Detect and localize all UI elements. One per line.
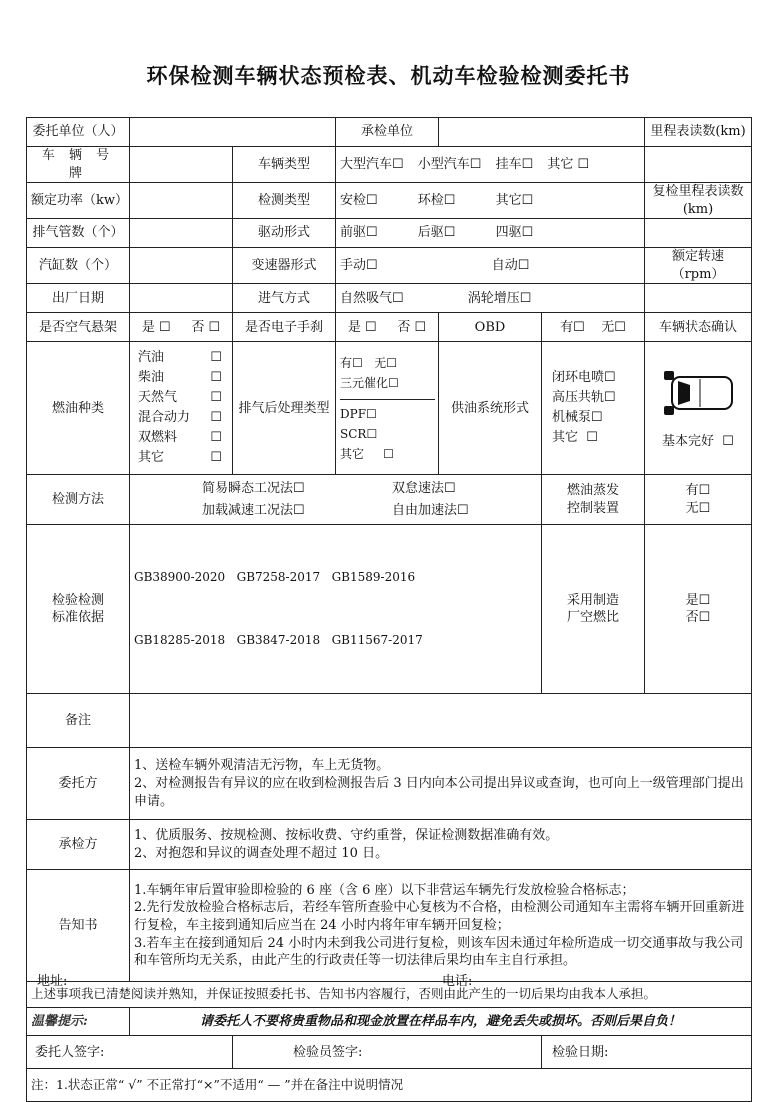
fuel-option[interactable] (138, 428, 228, 448)
air-fuel-ratio-label: 采用制造 厂空燃比 (542, 525, 645, 694)
option-scr[interactable]: SCR☐ (340, 426, 378, 441)
option-four-drive[interactable]: 四驱☐ (495, 225, 534, 241)
row-client (27, 118, 752, 147)
rated-rpm-label: 额定转速（rpm） (645, 248, 752, 284)
fuel-option-label: 双燃料 (138, 430, 178, 446)
transmission-label: 变速器形式 (233, 248, 336, 284)
option-blank-line (340, 393, 434, 400)
fuel-supply-option[interactable]: 高压共轨☐ (552, 390, 616, 406)
option-dpf[interactable]: DPF☐ (340, 406, 377, 421)
standard-line-1: GB38900-2020 GB7258-2017 GB1589-2016 (134, 570, 416, 585)
air-suspension-options[interactable]: 是 ☐ 否 ☐ (130, 313, 233, 342)
cylinders-field[interactable] (130, 248, 233, 284)
option-double-idle[interactable]: 双怠速法☐ (392, 480, 456, 496)
remarks-label: 备注 (27, 694, 130, 748)
remarks-field[interactable] (130, 694, 752, 748)
option-evap-have[interactable]: 有☐ (685, 483, 711, 499)
inspector-term-2: 2、对抱怨和异议的调查处理不超过 10 日。 (134, 845, 389, 861)
electronic-brake-options[interactable]: 是 ☐ 否 ☐ (336, 313, 439, 342)
row-warning (27, 1008, 752, 1036)
air-suspension-label: 是否空气悬架 (27, 313, 130, 342)
evap-control-label: 燃油蒸发 控制装置 (542, 475, 645, 525)
form-title: 环保检测车辆状态预检表、机动车检验检测委托书 (146, 64, 631, 88)
option-other-type[interactable]: 其它 ☐ (547, 156, 590, 172)
row-client-terms (27, 748, 752, 820)
row-cylinders (27, 248, 752, 284)
checkbox-icon[interactable]: ☐ (210, 410, 222, 426)
inspector-terms-label: 承检方 (27, 820, 130, 870)
notice-item-3: 3.若车主在接到通知后 24 小时内未到我公司进行复检，则该车因未通过年检所造成一切交通事故与我公司和车管所均无关系，由此产生的行政责任等一切法律后果均由车主自行承担。 (134, 935, 744, 969)
option-front-drive[interactable]: 前驱☐ (340, 225, 378, 241)
fuel-option-label: 柴油 (138, 370, 165, 386)
client-terms-label: 委托方 (27, 748, 130, 820)
option-safety[interactable]: 安检☐ (340, 192, 378, 208)
row-suspension (27, 313, 752, 342)
fuel-option[interactable] (138, 408, 228, 428)
car-top-view-icon (656, 367, 740, 427)
inspection-date-field[interactable]: 检验日期: (542, 1036, 752, 1069)
row-standard (27, 525, 752, 694)
row-declaration (27, 982, 752, 1008)
obd-label: OBD (439, 313, 542, 342)
row-method (27, 475, 752, 525)
standard-label: 检验检测 标准依据 (27, 525, 130, 694)
electronic-brake-label: 是否电子手刹 (233, 313, 336, 342)
vehicle-type-label: 车辆类型 (233, 147, 336, 183)
option-ratio-no[interactable]: 否☐ (685, 610, 711, 626)
warning-text: 请委托人不要将贵重物品和现金放置在样品车内，避免丢失或损坏。否则后果自负！ (130, 1008, 752, 1036)
client-terms-text (130, 748, 752, 820)
client-label: 委托单位（人） (27, 118, 130, 147)
odometer-label: 里程表读数(km) (645, 118, 752, 147)
plate-field[interactable] (130, 147, 233, 183)
test-method-label: 检测方法 (27, 475, 130, 525)
client-term-1: 1、送检车辆外观清洁无污物，车上无货物。 (134, 758, 390, 774)
row-exhaust (27, 219, 752, 248)
option-small-car[interactable]: 小型汽车☐ (417, 156, 482, 172)
client-field[interactable] (130, 118, 336, 147)
vehicle-type-options[interactable] (336, 147, 645, 183)
fuel-type-options[interactable] (130, 342, 233, 475)
inspection-type-options[interactable] (336, 183, 645, 219)
rated-rpm-field[interactable] (645, 284, 752, 313)
manufacture-date-field[interactable] (130, 284, 233, 313)
row-date (27, 284, 752, 313)
option-ratio-yes[interactable]: 是☐ (685, 592, 711, 608)
warning-label: 温馨提示: (27, 1008, 130, 1036)
standard-line-2: GB18285-2018 GB3847-2018 GB11567-2017 (134, 633, 423, 648)
fuel-supply-option[interactable]: 机械泵☐ (552, 410, 603, 426)
fuel-option[interactable] (138, 448, 228, 468)
inspection-type-label: 检测类型 (233, 183, 336, 219)
standard-list (130, 525, 542, 694)
reinspect-odometer-label: 复检里程表读数(km) (645, 183, 752, 219)
reinspect-odometer-field[interactable] (645, 219, 752, 248)
fuel-option[interactable] (138, 368, 228, 388)
note-text: 注：1.状态正常“ √” 不正常打“×”不适用“ — ”并在备注中说明情况 (27, 1069, 752, 1102)
row-notice (27, 870, 752, 982)
declaration-text: 上述事项我已清楚阅读并熟知，并保证按照委托书、告知书内容履行，否则由此产生的一切后果均由我本人承担。 (27, 982, 752, 1008)
option-emission[interactable]: 环检☐ (417, 192, 456, 208)
checkbox-icon[interactable]: ☐ (210, 350, 222, 366)
vehicle-status-cell[interactable] (645, 342, 752, 475)
option-automatic[interactable]: 自动☐ (491, 257, 530, 273)
client-term-2: 2、对检测报告有异议的应在收到检测报告后 3 日内向本公司提出异议或查询，也可向上一级管理部门提出申请。 (134, 776, 744, 809)
option-after-treatment-have[interactable]: 有☐ 无☐ (340, 355, 397, 370)
transmission-options[interactable] (336, 248, 645, 284)
power-field[interactable] (130, 183, 233, 219)
drive-options[interactable] (336, 219, 645, 248)
plate-label: 车 辆 号 牌 (27, 147, 130, 183)
inspector-terms-text (130, 820, 752, 870)
checkbox-icon[interactable]: ☐ (210, 450, 222, 466)
inspector-signature-field[interactable]: 检验员签字: (233, 1036, 542, 1069)
inspector-unit-label: 承检单位 (336, 118, 439, 147)
fuel-option-label: 天然气 (138, 390, 178, 406)
inspector-unit-field[interactable] (439, 118, 645, 147)
row-note (27, 1069, 752, 1102)
option-evap-none[interactable]: 无☐ (685, 500, 711, 516)
status-intact-option[interactable]: 基本完好 ☐ (662, 433, 734, 449)
option-large-car[interactable]: 大型汽车☐ (340, 156, 404, 172)
exhaust-count-label: 排气管数（个） (27, 219, 130, 248)
notice-text (130, 870, 752, 982)
client-signature-field[interactable]: 委托人签字: (27, 1036, 233, 1069)
notice-item-1: 1.车辆年审后置审验即检验的 6 座（含 6 座）以下非营运车辆先行发放检验合格标志； (134, 882, 635, 898)
option-turbo[interactable]: 涡轮增压☐ (467, 290, 532, 306)
fuel-supply-label: 供油系统形式 (439, 342, 542, 475)
fuel-supply-option[interactable]: 闭环电喷☐ (552, 370, 616, 386)
inspector-term-1: 1、优质服务、按规检测、按标收费、守约重誉，保证检测数据准确有效。 (134, 828, 559, 844)
row-signatures (27, 1036, 752, 1069)
obd-options[interactable]: 有☐ 无☐ (542, 313, 645, 342)
drive-label: 驱动形式 (233, 219, 336, 248)
row-remarks (27, 694, 752, 748)
phone-label: 电话: (442, 974, 473, 989)
option-other-inspection[interactable]: 其它☐ (495, 192, 534, 208)
inspection-form (26, 117, 752, 1102)
after-treatment-options[interactable] (336, 342, 439, 475)
option-other-after-treatment[interactable]: 其它 ☐ (340, 446, 394, 461)
odometer-field[interactable] (645, 147, 752, 183)
exhaust-count-field[interactable] (130, 219, 233, 248)
address-label: 地址: (37, 974, 68, 989)
fuel-option-label: 汽油 (138, 350, 165, 366)
fuel-option[interactable] (138, 348, 228, 368)
row-inspector-terms (27, 820, 752, 870)
fuel-supply-option[interactable]: 其它 ☐ (552, 430, 598, 446)
test-method-options[interactable] (130, 475, 542, 525)
option-three-way-catalyst[interactable]: 三元催化☐ (340, 375, 399, 390)
evap-control-options[interactable] (645, 475, 752, 525)
row-plate (27, 147, 752, 183)
fuel-option-label: 混合动力 (138, 410, 191, 426)
cylinders-label: 汽缸数（个） (27, 248, 130, 284)
intake-label: 进气方式 (233, 284, 336, 313)
fuel-supply-options[interactable] (542, 342, 645, 475)
option-lug-down[interactable]: 加载减速工况法☐ (202, 502, 305, 518)
option-transient[interactable]: 简易瞬态工况法☐ (202, 480, 305, 496)
checkbox-icon[interactable]: ☐ (210, 430, 222, 446)
fuel-option[interactable] (138, 388, 228, 408)
row-power (27, 183, 752, 219)
fuel-option-label: 其它 (138, 450, 165, 466)
checkbox-icon[interactable]: ☐ (210, 370, 222, 386)
intake-options[interactable] (336, 284, 645, 313)
option-free-acceleration[interactable]: 自由加速法☐ (392, 502, 469, 518)
vehicle-status-label: 车辆状态确认 (645, 313, 752, 342)
option-rear-drive[interactable]: 后驱☐ (417, 225, 456, 241)
power-label: 额定功率（kw） (27, 183, 130, 219)
option-trailer[interactable]: 挂车☐ (495, 156, 534, 172)
option-natural-aspiration[interactable]: 自然吸气☐ (340, 290, 404, 306)
notice-label: 告知书 (27, 870, 130, 982)
manufacture-date-label: 出厂日期 (27, 284, 130, 313)
row-fuel (27, 342, 752, 475)
after-treatment-label: 排气后处理类型 (233, 342, 336, 475)
checkbox-icon[interactable]: ☐ (210, 390, 222, 406)
air-fuel-ratio-options[interactable] (645, 525, 752, 694)
option-manual[interactable]: 手动☐ (340, 257, 378, 273)
fuel-type-label: 燃油种类 (27, 342, 130, 475)
notice-item-2: 2.先行发放检验合格标志后，若经车管所查验中心复核为不合格，由检测公司通知车主需将车辆开回重新进行复检，车主接到通知后应当在 24 小时内将年审车辆开回复检； (134, 900, 745, 933)
